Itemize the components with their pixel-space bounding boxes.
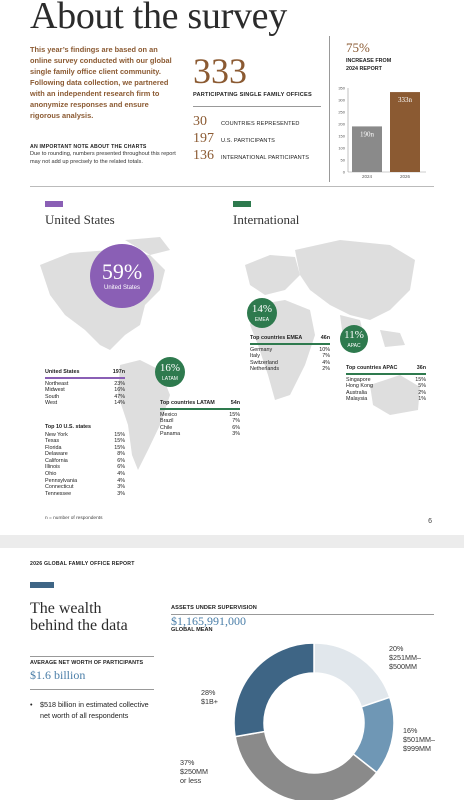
page-number: 6 [428, 518, 432, 525]
row-name: Malaysia [346, 396, 368, 403]
row-value: 15% [114, 444, 125, 451]
row-name: South [45, 393, 60, 400]
row-value: 23% [114, 380, 125, 387]
y-tick-label: 0 [342, 169, 345, 175]
aum-donut-chart [232, 641, 396, 800]
row-name: Germany [250, 346, 273, 353]
donut-slice [234, 643, 314, 737]
latam-table [160, 400, 240, 438]
row-value: 4% [117, 471, 125, 478]
table-header [346, 365, 426, 373]
table-rule [250, 343, 330, 345]
emea-bubble [247, 298, 277, 328]
table-row [250, 347, 330, 354]
y-tick-label: 200 [338, 121, 345, 127]
row-name: Chile [160, 424, 173, 431]
table-body [250, 347, 330, 373]
donut-slice [235, 732, 377, 800]
table-row [45, 438, 125, 445]
row-value: 15% [415, 376, 426, 383]
net-worth-bullet [30, 700, 160, 721]
row-name: Australia [346, 389, 367, 396]
avg-net-worth-label: AVERAGE NET WORTH OF PARTICIPANTS [30, 660, 144, 666]
table-rule [45, 377, 125, 379]
table-header [160, 400, 240, 408]
row-name: New York [45, 431, 68, 438]
intl-color-bar [233, 201, 251, 207]
page-title [30, 600, 128, 634]
row-value: 7% [322, 353, 330, 360]
table-n: 54n [230, 400, 240, 406]
bullet-icon: • [30, 700, 33, 709]
row-name: Italy [250, 353, 260, 360]
table-body [45, 381, 125, 407]
bar-data-label: 190n [360, 130, 374, 139]
emea-percent: 14% [251, 302, 273, 315]
table-row [45, 394, 125, 401]
row-name: Connecticut [45, 484, 74, 491]
avg-net-worth-value: $1.6 billion [30, 668, 86, 682]
latam-bubble [155, 357, 185, 387]
slice-pct: 16% [403, 726, 418, 735]
slice-label-1b-plus [201, 688, 218, 706]
row-name: Panama [160, 431, 181, 438]
y-tick-label: 350 [338, 85, 345, 91]
stat-label: U.S. PARTICIPANTS [221, 138, 275, 144]
apac-table [346, 365, 426, 403]
wealth-page [0, 548, 464, 800]
table-row [45, 484, 125, 491]
row-name: Florida [45, 444, 62, 451]
row-name: Tennessee [45, 490, 72, 497]
title-line2: behind the data [30, 617, 128, 634]
slice-range: $1B+ [201, 697, 218, 706]
row-name: Netherlands [250, 366, 280, 373]
table-row [346, 390, 426, 397]
row-value: 3% [117, 484, 125, 491]
table-header [250, 335, 330, 343]
increase-label [346, 58, 391, 73]
row-name: Hong Kong [346, 383, 373, 390]
slice-range: $250MM [180, 767, 208, 776]
row-value: 14% [114, 400, 125, 407]
participants-label: PARTICIPATING SINGLE FAMILY OFFICES [193, 92, 312, 98]
divider [30, 689, 154, 690]
table-title: Top 10 U.S. states [45, 424, 92, 430]
stat-label: INTERNATIONAL PARTICIPANTS [221, 155, 310, 161]
slice-range: $999MM [403, 744, 431, 753]
table-rule [160, 408, 240, 410]
increase-value: 75% [346, 40, 370, 55]
row-name: Delaware [45, 451, 68, 458]
table-row [45, 478, 125, 485]
us-section-title: United States [45, 212, 115, 227]
row-name: Midwest [45, 387, 65, 394]
row-name: California [45, 457, 68, 464]
stat-label: COUNTRIES REPRESENTED [221, 121, 300, 127]
table-title: Top countries APAC [346, 365, 398, 371]
donut-slice [314, 643, 390, 707]
slice-pct: 20% [389, 644, 404, 653]
table-header [45, 369, 125, 377]
stat-international [193, 148, 323, 164]
table-row [45, 400, 125, 407]
table-row [45, 471, 125, 478]
row-name: Singapore [346, 376, 371, 383]
us-color-bar [45, 201, 63, 207]
increase-label-line1: INCREASE FROM [346, 58, 392, 64]
footnote: n = number of respondents [45, 516, 103, 521]
us-bubble [90, 244, 154, 308]
stat-us [193, 131, 323, 147]
row-value: 6% [117, 457, 125, 464]
table-row [45, 464, 125, 471]
table-title: Top countries EMEA [250, 335, 303, 341]
emea-table [250, 335, 330, 373]
bar-data-label: 333n [398, 96, 412, 105]
table-rule [346, 373, 426, 375]
row-value: 3% [117, 490, 125, 497]
participants-value: 333 [193, 51, 247, 91]
row-name: Ohio [45, 471, 57, 478]
table-n: 197n [112, 369, 125, 375]
slice-pct: 37% [180, 758, 195, 767]
bullet-text: $518 billion in estimated collective net worth of all respondents [40, 700, 149, 720]
top-states-table [45, 424, 125, 497]
table-row [250, 360, 330, 367]
row-value: 6% [232, 424, 240, 431]
table-row [45, 491, 125, 498]
table-row [45, 381, 125, 388]
row-name: Mexico [160, 411, 178, 418]
row-value: 8% [117, 451, 125, 458]
aus-label: ASSETS UNDER SUPERVISION [171, 605, 257, 611]
row-value: 47% [114, 393, 125, 400]
table-body [346, 377, 426, 403]
table-row [346, 383, 426, 390]
row-name: Northeast [45, 380, 69, 387]
table-row [250, 353, 330, 360]
stat-value: 197 [193, 131, 214, 146]
row-value: 2% [418, 389, 426, 396]
increase-label-line2: 2024 REPORT [346, 65, 382, 72]
note-body: Due to rounding, numbers presented throughout this report may not add up precisely to the related totals. [30, 151, 176, 165]
apac-bubble [340, 325, 368, 353]
title-line1: The wealth [30, 600, 102, 617]
y-tick-label: 100 [338, 145, 345, 151]
accent-bar [30, 582, 54, 588]
table-row [160, 412, 240, 419]
latam-bubble-label: LATAM [162, 375, 178, 382]
table-n: 36n [416, 365, 426, 371]
aus-value: $1,165,991,000 [171, 614, 246, 628]
stat-countries [193, 114, 323, 130]
table-n: 46n [320, 335, 330, 341]
table-row [45, 451, 125, 458]
y-tick-label: 50 [340, 157, 345, 163]
slice-pct: 28% [201, 688, 216, 697]
divider [193, 106, 321, 107]
x-tick-label: 2024 [361, 174, 373, 179]
table-row [45, 458, 125, 465]
table-row [45, 432, 125, 439]
us-bubble-label: United States [103, 285, 141, 291]
row-value: 4% [117, 477, 125, 484]
stat-value: 136 [193, 148, 214, 163]
row-name: West [45, 400, 58, 407]
intl-section-title: International [233, 212, 300, 227]
y-tick-label: 150 [338, 133, 345, 139]
table-row [346, 396, 426, 403]
row-name: Illinois [45, 464, 60, 471]
table-row [45, 445, 125, 452]
table-body [160, 412, 240, 438]
stat-value: 30 [193, 114, 207, 129]
x-tick-label: 2026 [399, 174, 411, 179]
slice-label-501-999 [403, 726, 435, 753]
table-body [45, 432, 125, 498]
row-value: 2% [322, 366, 330, 373]
slice-range: $500MM [389, 662, 417, 671]
emea-bubble-label: EMEA [254, 316, 270, 323]
slice-label-251-500 [389, 644, 421, 671]
table-row [45, 387, 125, 394]
row-value: 10% [319, 346, 330, 353]
table-row [160, 431, 240, 438]
slice-range: $501MM– [403, 735, 435, 744]
row-value: 5% [418, 383, 426, 390]
table-row [250, 366, 330, 373]
report-header: 2026 GLOBAL FAMILY OFFICE REPORT [30, 561, 135, 567]
us-region-table [45, 369, 125, 407]
us-percent: 59% [101, 259, 143, 284]
row-value: 16% [114, 387, 125, 394]
divider [30, 656, 154, 657]
slice-label-250-or-less [180, 758, 208, 785]
table-header [45, 424, 125, 432]
table-row [160, 418, 240, 425]
row-value: 3% [232, 431, 240, 438]
row-value: 7% [232, 418, 240, 425]
row-name: Brazil [160, 418, 174, 425]
apac-bubble-label: APAC [347, 342, 361, 349]
aus-sublabel: GLOBAL MEAN [171, 627, 213, 633]
participants-bar-chart [330, 84, 430, 182]
slice-range: $251MM– [389, 653, 421, 662]
row-name: Pennsylvania [45, 477, 78, 484]
y-tick-label: 300 [338, 97, 345, 103]
row-value: 1% [418, 396, 426, 403]
latam-percent: 16% [159, 361, 181, 374]
table-row [346, 377, 426, 384]
table-title: United States [45, 369, 80, 375]
slice-range: or less [180, 776, 202, 785]
table-row [160, 425, 240, 432]
table-title: Top countries LATAM [160, 400, 215, 406]
intro-text: This year’s findings are based on an online survey conducted with our global single family office client community. Following data collection, we partnered with an independent research firm to anonymize responses and ensure rigorous analysis. [30, 45, 172, 120]
row-name: Switzerland [250, 359, 278, 366]
row-name: Texas [45, 438, 60, 445]
apac-percent: 11% [344, 328, 364, 341]
note-heading: AN IMPORTANT NOTE ABOUT THE CHARTS [30, 144, 147, 150]
row-value: 4% [322, 359, 330, 366]
row-value: 15% [229, 411, 240, 418]
row-value: 15% [114, 431, 125, 438]
page-title: About the survey [30, 0, 287, 37]
row-value: 15% [114, 438, 125, 445]
row-value: 6% [117, 464, 125, 471]
y-tick-label: 250 [338, 109, 345, 115]
section-divider [30, 186, 434, 187]
